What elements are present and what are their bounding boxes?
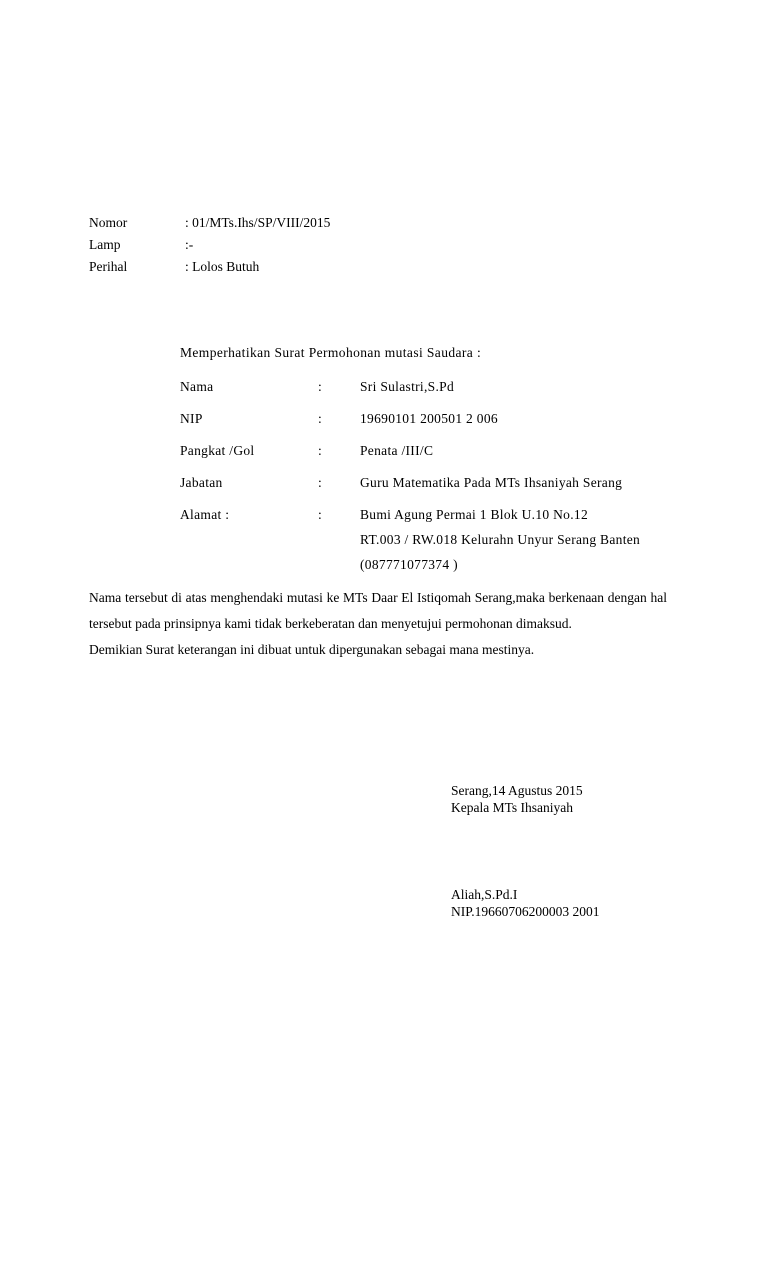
- identity-colon: :: [318, 507, 323, 522]
- signature-place-date: Serang,14 Agustus 2015: [451, 783, 583, 798]
- identity-table: [180, 379, 640, 582]
- table-row: [180, 379, 640, 411]
- table-row: [180, 411, 640, 443]
- header-value-nomor: : 01/MTs.Ihs/SP/VIII/2015: [185, 215, 331, 230]
- header-label-lamp: Lamp: [89, 237, 121, 252]
- intro-line: Memperhatikan Surat Permohonan mutasi Saudara :: [180, 345, 482, 360]
- identity-label-jabatan: Jabatan: [180, 475, 223, 490]
- letter-header-row: [89, 256, 330, 278]
- table-row: [180, 507, 640, 532]
- identity-colon: :: [318, 379, 323, 394]
- signature-block: [451, 782, 600, 920]
- identity-colon: :: [318, 411, 323, 426]
- header-label-perihal: Perihal: [89, 259, 128, 274]
- identity-colon-empty: [318, 557, 360, 582]
- identity-colon: :: [318, 475, 323, 490]
- identity-label-empty: [180, 532, 318, 557]
- identity-label-alamat: Alamat :: [180, 507, 230, 522]
- table-row: [180, 532, 640, 557]
- body-paragraph-2: Demikian Surat keterangan ini dibuat untuk dipergunakan sebagai mana mestinya.: [89, 642, 535, 657]
- identity-value-pangkat: Penata /III/C: [360, 443, 434, 458]
- letter-header-row: [89, 212, 330, 234]
- body-paragraph-1: Nama tersebut di atas menghendaki mutasi ke MTs Daar El Istiqomah Serang,maka berkenaan dengan hal tersebut pada prinsipnya kami tidak berkeberatan dan menyetujui permohonan dimaksud.: [89, 590, 667, 631]
- identity-label-nip: NIP: [180, 411, 203, 426]
- identity-value-nip: 19690101 200501 2 006: [360, 411, 498, 426]
- letter-header-row: [89, 234, 330, 256]
- identity-value-telepon: (087771077374 ): [360, 557, 458, 572]
- identity-label-nama: Nama: [180, 379, 214, 394]
- identity-label-empty: [180, 557, 318, 582]
- table-row: [180, 557, 640, 582]
- table-row: [180, 443, 640, 475]
- letter-header: [89, 212, 330, 278]
- table-row: [180, 475, 640, 507]
- identity-colon: :: [318, 443, 323, 458]
- identity-value-nama: Sri Sulastri,S.Pd: [360, 379, 454, 394]
- header-value-perihal: : Lolos Butuh: [185, 259, 260, 274]
- signature-name: Aliah,S.Pd.I: [451, 887, 518, 902]
- identity-value-alamat-line1: Bumi Agung Permai 1 Blok U.10 No.12: [360, 507, 589, 522]
- identity-value-jabatan: Guru Matematika Pada MTs Ihsaniyah Serang: [360, 475, 623, 490]
- signature-position: Kepala MTs Ihsaniyah: [451, 800, 574, 815]
- header-label-nomor: Nomor: [89, 215, 128, 230]
- header-value-lamp: :-: [185, 237, 194, 252]
- signature-nip: NIP.19660706200003 2001: [451, 904, 600, 919]
- identity-colon-empty: [318, 532, 360, 557]
- letter-body: [89, 585, 667, 663]
- identity-label-pangkat: Pangkat /Gol: [180, 443, 255, 458]
- identity-value-alamat-line2: RT.003 / RW.018 Kelurahn Unyur Serang Banten: [360, 532, 641, 547]
